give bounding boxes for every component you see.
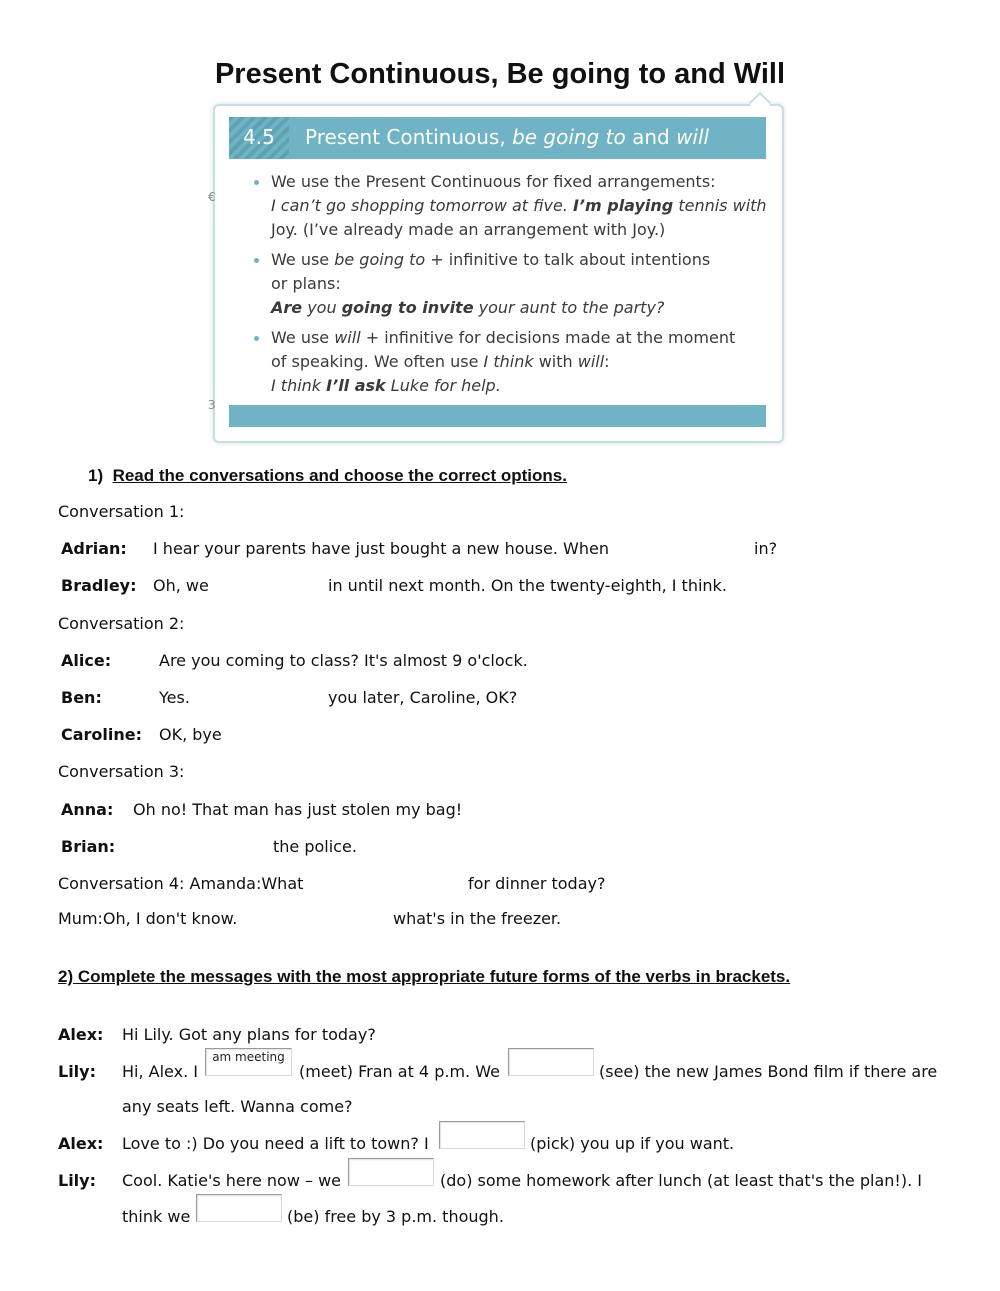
- answer-input-see[interactable]: [508, 1048, 594, 1076]
- section2-heading: 2) Complete the messages with the most appropriate future forms of the verbs in brackets.: [58, 967, 791, 986]
- bullet-icon: [254, 336, 259, 341]
- speaker-anna: Anna:: [61, 800, 114, 819]
- lily-text-2-cont-b: (be) free by 3 p.m. though.: [287, 1207, 504, 1226]
- conv4-amanda: Conversation 4: Amanda:What: [58, 874, 304, 893]
- conv4-amanda-end: for dinner today?: [468, 874, 606, 893]
- conv3-title: Conversation 3:: [58, 762, 185, 781]
- grammar-line-3: Joy. (I’ve already made an arrangement with Joy.): [271, 220, 666, 239]
- grammar-line-6: Are you going to invite your aunt to the party?: [271, 298, 665, 317]
- bullet-icon: [254, 180, 259, 185]
- speaker-caroline: Caroline:: [61, 725, 143, 744]
- answer-input-pick[interactable]: [439, 1121, 525, 1149]
- answer-input-do[interactable]: [348, 1158, 434, 1186]
- speaker-alice: Alice:: [61, 651, 112, 670]
- speaker-alex: Alex:: [58, 1134, 104, 1153]
- answer-input-be[interactable]: [196, 1194, 282, 1222]
- grammar-line-8: of speaking. We often use I think with will:: [271, 352, 610, 371]
- grammar-box-header: [229, 117, 766, 159]
- grammar-line-1: We use the Present Continuous for fixed arrangements:: [271, 172, 716, 191]
- speaker-ben: Ben:: [61, 688, 102, 707]
- lily-text-1c: (see) the new James Bond film if there are: [599, 1062, 938, 1081]
- adrian-text: I hear your parents have just bought a new house. When: [153, 539, 609, 558]
- grammar-line-9: I think I’ll ask Luke for help.: [271, 376, 501, 395]
- lily-text-1-cont: any seats left. Wanna come?: [122, 1097, 353, 1116]
- alice-text: Are you coming to class? It's almost 9 o'clock.: [159, 651, 528, 670]
- stray-mark: €: [208, 190, 216, 204]
- bradley-text: Oh, we: [153, 576, 209, 595]
- conv4-mum: Mum:Oh, I don't know.: [58, 909, 238, 928]
- grammar-box-body: [229, 159, 766, 405]
- lily-text-1a: Hi, Alex. I: [122, 1062, 198, 1081]
- lily-text-2b: (do) some homework after lunch (at least that's the plan!). I: [440, 1171, 922, 1190]
- speaker-adrian: Adrian:: [61, 539, 127, 558]
- grammar-line-5: or plans:: [271, 274, 341, 293]
- bullet-icon: [254, 258, 259, 263]
- grammar-box-number: 4.5: [243, 125, 275, 149]
- lily-text-2-cont-a: think we: [122, 1207, 191, 1226]
- speaker-bradley: Bradley:: [61, 576, 137, 595]
- speaker-lily: Lily:: [58, 1062, 96, 1081]
- conv1-title: Conversation 1:: [58, 502, 185, 521]
- speaker-alex: Alex:: [58, 1025, 104, 1044]
- grammar-box-heading: Present Continuous, be going to and will: [305, 125, 710, 149]
- bradley-text-end: in until next month. On the twenty-eighth, I think.: [328, 576, 727, 595]
- lily-text-1b: (meet) Fran at 4 p.m. We: [299, 1062, 500, 1081]
- stray-mark: 3: [208, 398, 216, 412]
- speaker-brian: Brian:: [61, 837, 116, 856]
- alex-text-2b: (pick) you up if you want.: [530, 1134, 735, 1153]
- grammar-line-4: We use be going to + infinitive to talk about intentions: [271, 250, 711, 269]
- speaker-lily: Lily:: [58, 1171, 96, 1190]
- grammar-box-footer: [229, 405, 766, 427]
- lily-text-2a: Cool. Katie's here now – we: [122, 1171, 342, 1190]
- alex-text-1: Hi Lily. Got any plans for today?: [122, 1025, 376, 1044]
- conv4-mum-end: what's in the freezer.: [393, 909, 562, 928]
- anna-text: Oh no! That man has just stolen my bag!: [133, 800, 463, 819]
- ben-text: Yes.: [159, 688, 190, 707]
- grammar-line-7: We use will + infinitive for decisions made at the moment: [271, 328, 736, 347]
- alex-text-2a: Love to :) Do you need a lift to town? I: [122, 1134, 429, 1153]
- adrian-text-end: in?: [754, 539, 778, 558]
- answer-input-meet[interactable]: [205, 1048, 292, 1076]
- conv2-title: Conversation 2:: [58, 614, 185, 633]
- answer-value: am meeting: [212, 1050, 285, 1064]
- ben-text-end: you later, Caroline, OK?: [328, 688, 518, 707]
- grammar-line-2: I can’t go shopping tomorrow at five. I’m playing tennis with: [271, 196, 767, 215]
- brian-text-end: the police.: [273, 837, 357, 856]
- section1-heading: 1) Read the conversations and choose the correct options.: [88, 466, 567, 485]
- page-title: Present Continuous, Be going to and Will: [214, 58, 786, 90]
- caroline-text: OK, bye: [159, 725, 222, 744]
